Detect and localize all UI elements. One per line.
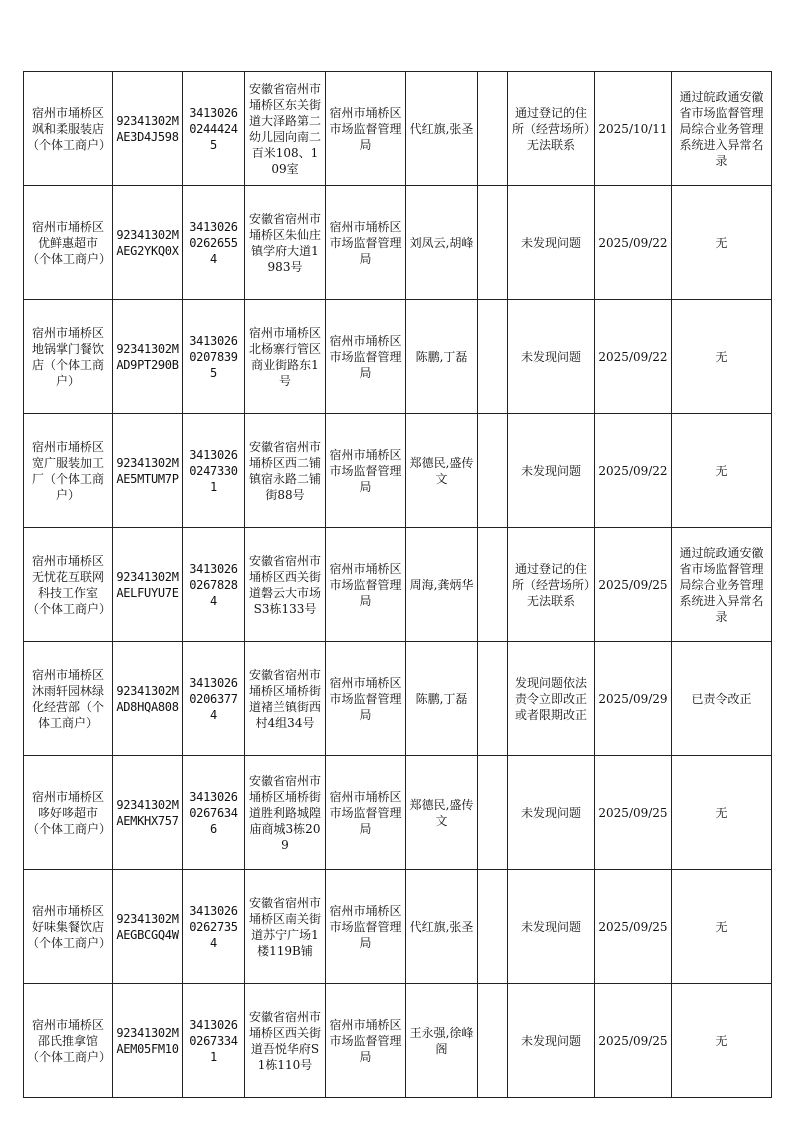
inspectors-cell: 刘凤云,胡峰 xyxy=(406,186,478,300)
inspection-date-cell: 2025/09/25 xyxy=(595,756,672,870)
empty-cell xyxy=(478,870,508,984)
inspection-result-cell: 通过登记的住所（经营场所）无法联系 xyxy=(508,528,595,642)
authority-cell: 宿州市埇桥区市场监督管理局 xyxy=(326,642,406,756)
business-name-cell: 宿州市埇桥区邵氏推拿馆（个体工商户） xyxy=(24,984,113,1098)
inspection-result-cell: 未发现问题 xyxy=(508,186,595,300)
empty-cell xyxy=(478,72,508,186)
table-row xyxy=(24,186,772,300)
inspection-date-cell: 2025/09/22 xyxy=(595,414,672,528)
handling-cell: 通过皖政通安徽省市场监督管理局综合业务管理系统进入异常名录 xyxy=(672,528,772,642)
handling-cell: 无 xyxy=(672,300,772,414)
inspection-date-cell: 2025/09/22 xyxy=(595,300,672,414)
handling-cell: 无 xyxy=(672,984,772,1098)
table-row xyxy=(24,528,772,642)
registration-number-cell: 341302602444245 xyxy=(183,72,245,186)
inspection-result-cell: 未发现问题 xyxy=(508,984,595,1098)
inspection-date-cell: 2025/10/11 xyxy=(595,72,672,186)
empty-cell xyxy=(478,756,508,870)
inspectors-cell: 周海,龚炳华 xyxy=(406,528,478,642)
address-cell: 安徽省宿州市埇桥区埇桥街道胜利路城隍庙商城3栋209 xyxy=(245,756,326,870)
table-row xyxy=(24,300,772,414)
address-cell: 宿州市埇桥区北杨寨行管区商业街路东1号 xyxy=(245,300,326,414)
registration-number-cell: 341302602678284 xyxy=(183,528,245,642)
handling-cell: 已责令改正 xyxy=(672,642,772,756)
empty-cell xyxy=(478,984,508,1098)
handling-cell: 通过皖政通安徽省市场监督管理局综合业务管理系统进入异常名录 xyxy=(672,72,772,186)
business-name-cell: 宿州市埇桥区哆好哆超市（个体工商户） xyxy=(24,756,113,870)
registration-number-cell: 341302602078395 xyxy=(183,300,245,414)
credit-code-cell: 92341302MAEM05FM10 xyxy=(113,984,183,1098)
authority-cell: 宿州市埇桥区市场监督管理局 xyxy=(326,756,406,870)
inspection-result-cell: 未发现问题 xyxy=(508,756,595,870)
business-name-cell: 宿州市埇桥区优鲜惠超市（个体工商户） xyxy=(24,186,113,300)
inspection-date-cell: 2025/09/25 xyxy=(595,984,672,1098)
address-cell: 安徽省宿州市埇桥区西二铺镇宿永路二铺街88号 xyxy=(245,414,326,528)
registration-number-cell: 341302602473301 xyxy=(183,414,245,528)
inspection-result-cell: 未发现问题 xyxy=(508,870,595,984)
inspection-result-cell: 发现问题依法责令立即改正或者限期改正 xyxy=(508,642,595,756)
inspection-result-cell: 通过登记的住所（经营场所）无法联系 xyxy=(508,72,595,186)
handling-cell: 无 xyxy=(672,870,772,984)
business-name-cell: 宿州市埇桥区飒和柔服装店（个体工商户） xyxy=(24,72,113,186)
inspection-date-cell: 2025/09/29 xyxy=(595,642,672,756)
credit-code-cell: 92341302MAEMKHX757 xyxy=(113,756,183,870)
table-row xyxy=(24,870,772,984)
registration-number-cell: 341302602676346 xyxy=(183,756,245,870)
business-name-cell: 宿州市埇桥区无忧花互联网科技工作室（个体工商户） xyxy=(24,528,113,642)
credit-code-cell: 92341302MAELFUYU7E xyxy=(113,528,183,642)
inspectors-cell: 王永强,徐峰阁 xyxy=(406,984,478,1098)
empty-cell xyxy=(478,642,508,756)
authority-cell: 宿州市埇桥区市场监督管理局 xyxy=(326,984,406,1098)
business-name-cell: 宿州市埇桥区好味集餐饮店（个体工商户） xyxy=(24,870,113,984)
table-body xyxy=(24,72,772,1098)
address-cell: 安徽省宿州市埇桥区朱仙庄镇学府大道1983号 xyxy=(245,186,326,300)
inspectors-cell: 代红旗,张圣 xyxy=(406,870,478,984)
registration-number-cell: 341302602063774 xyxy=(183,642,245,756)
inspectors-cell: 郑德民,盛传文 xyxy=(406,414,478,528)
inspection-table xyxy=(23,71,772,1098)
business-name-cell: 宿州市埇桥区宽广服装加工厂（个体工商户） xyxy=(24,414,113,528)
address-cell: 安徽省宿州市埇桥区埇桥街道褚兰镇街西村4组34号 xyxy=(245,642,326,756)
empty-cell xyxy=(478,528,508,642)
inspection-result-cell: 未发现问题 xyxy=(508,300,595,414)
handling-cell: 无 xyxy=(672,414,772,528)
address-cell: 安徽省宿州市埇桥区东关街道大泽路第二幼儿园向南二百米108、109室 xyxy=(245,72,326,186)
address-cell: 安徽省宿州市埇桥区西关街道磐云大市场S3栋133号 xyxy=(245,528,326,642)
business-name-cell: 宿州市埇桥区地锅掌门餐饮店（个体工商户） xyxy=(24,300,113,414)
table-row xyxy=(24,72,772,186)
registration-number-cell: 341302602627354 xyxy=(183,870,245,984)
inspectors-cell: 陈鹏,丁磊 xyxy=(406,300,478,414)
address-cell: 安徽省宿州市埇桥区南关街道苏宁广场1楼119B铺 xyxy=(245,870,326,984)
authority-cell: 宿州市埇桥区市场监督管理局 xyxy=(326,186,406,300)
inspectors-cell: 代红旗,张圣 xyxy=(406,72,478,186)
authority-cell: 宿州市埇桥区市场监督管理局 xyxy=(326,300,406,414)
credit-code-cell: 92341302MAE5MTUM7P xyxy=(113,414,183,528)
inspection-date-cell: 2025/09/22 xyxy=(595,186,672,300)
table-row xyxy=(24,642,772,756)
registration-number-cell: 341302602673341 xyxy=(183,984,245,1098)
empty-cell xyxy=(478,300,508,414)
inspection-result-cell: 未发现问题 xyxy=(508,414,595,528)
handling-cell: 无 xyxy=(672,186,772,300)
inspection-date-cell: 2025/09/25 xyxy=(595,528,672,642)
credit-code-cell: 92341302MAD8HQA808 xyxy=(113,642,183,756)
authority-cell: 宿州市埇桥区市场监督管理局 xyxy=(326,870,406,984)
inspectors-cell: 陈鹏,丁磊 xyxy=(406,642,478,756)
registration-number-cell: 341302602626554 xyxy=(183,186,245,300)
inspection-date-cell: 2025/09/25 xyxy=(595,870,672,984)
authority-cell: 宿州市埇桥区市场监督管理局 xyxy=(326,72,406,186)
table-row xyxy=(24,414,772,528)
handling-cell: 无 xyxy=(672,756,772,870)
credit-code-cell: 92341302MAD9PT290B xyxy=(113,300,183,414)
credit-code-cell: 92341302MAE3D4J598 xyxy=(113,72,183,186)
business-name-cell: 宿州市埇桥区沐雨轩园林绿化经营部（个体工商户） xyxy=(24,642,113,756)
empty-cell xyxy=(478,414,508,528)
credit-code-cell: 92341302MAEG2YKQ0X xyxy=(113,186,183,300)
address-cell: 安徽省宿州市埇桥区西关街道吾悦华府S1栋110号 xyxy=(245,984,326,1098)
authority-cell: 宿州市埇桥区市场监督管理局 xyxy=(326,528,406,642)
credit-code-cell: 92341302MAEGBCGQ4W xyxy=(113,870,183,984)
table-row xyxy=(24,984,772,1098)
inspectors-cell: 郑德民,盛传文 xyxy=(406,756,478,870)
empty-cell xyxy=(478,186,508,300)
table-row xyxy=(24,756,772,870)
authority-cell: 宿州市埇桥区市场监督管理局 xyxy=(326,414,406,528)
